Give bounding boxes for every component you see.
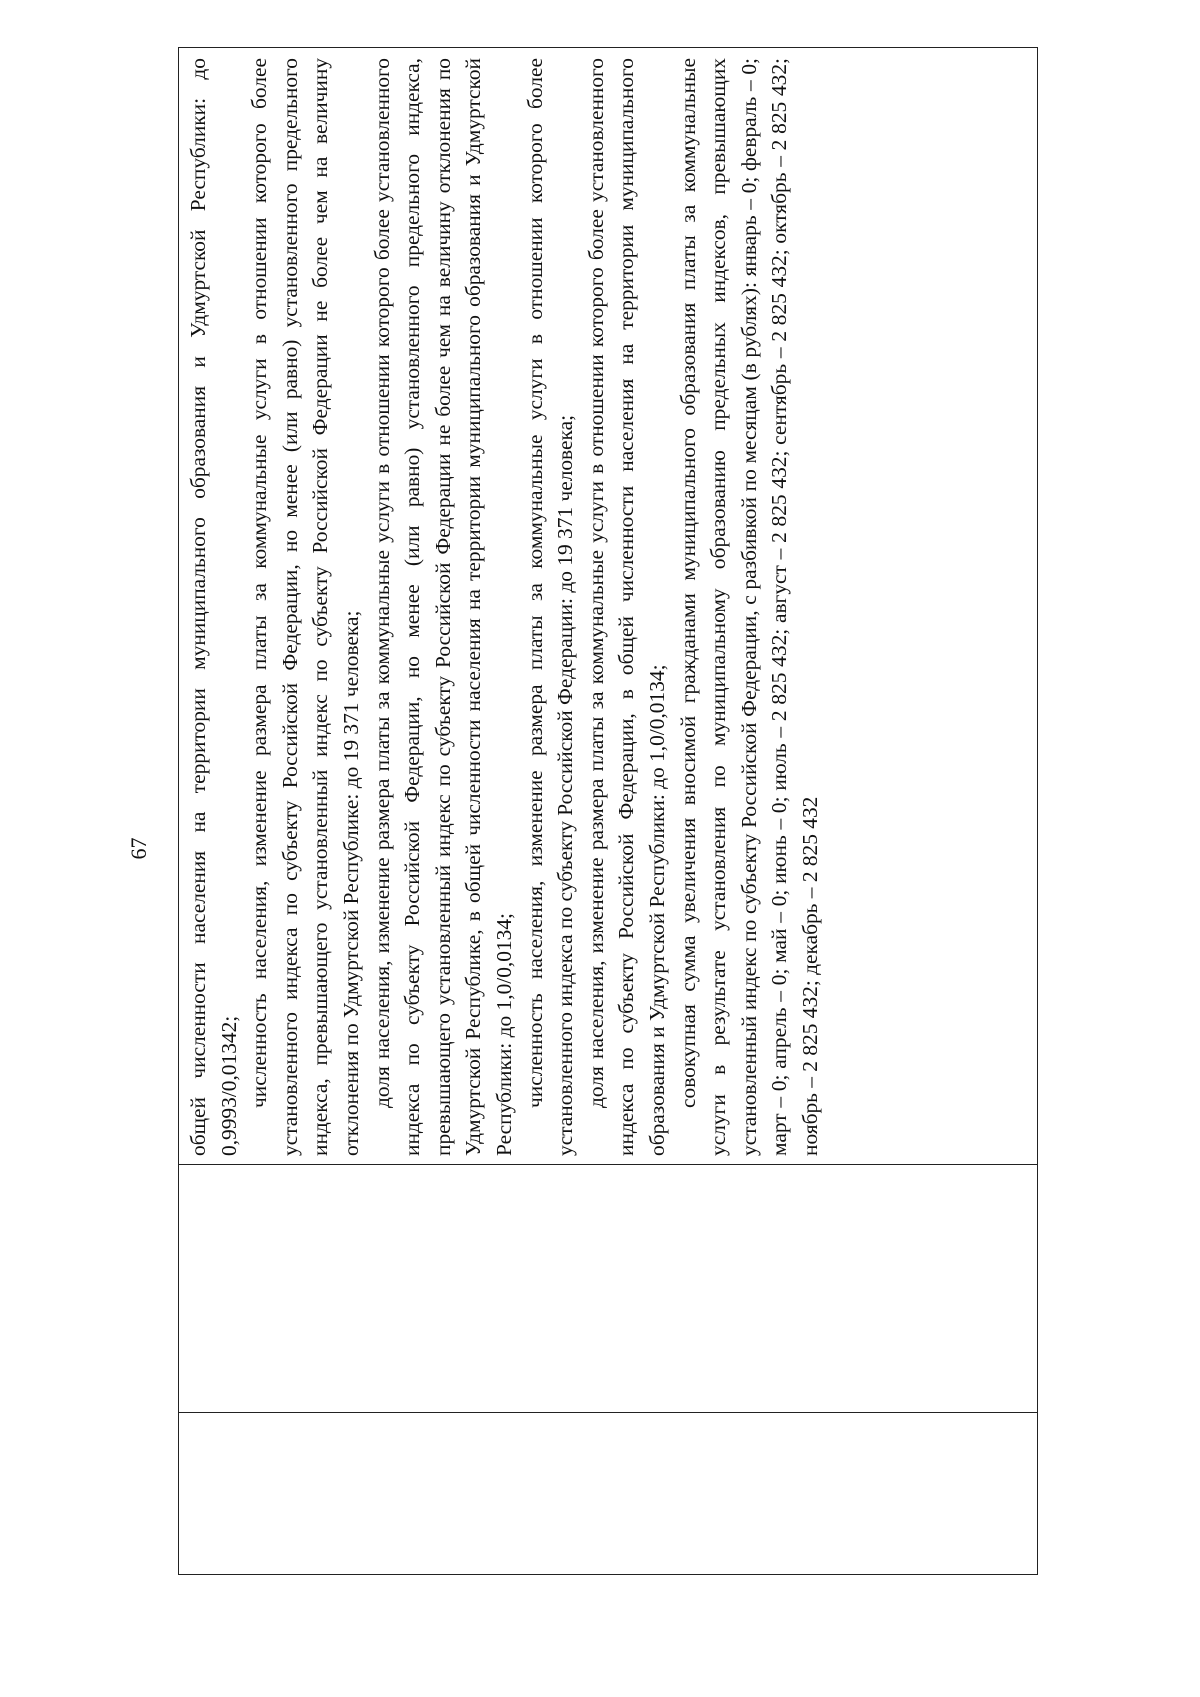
- paragraph-share-within-limit: доля населения, изменение размера платы за коммунальные услуги в отношении которого более установленного индекса по субъекту Российской Федерации, но менее (или равно) установленного предельного индекса, превышающего установленный индекс по субъекту Российской Федерации не более чем на величину отклонения по Удмуртской Республике, в общей численности населения на территории муниципального образования и Удмуртской Республики: до 1,0/0,0134;: [369, 58, 516, 1156]
- document-table: [178, 47, 1038, 1575]
- table-cell-text: [179, 48, 1037, 1164]
- page-number: 67: [126, 837, 151, 860]
- paragraph-population-above-index: численность населения, изменение размера платы за коммунальные услуги в отношении которого более установленного индекса по субъекту Российской Федерации: до 19 371 человека;: [522, 58, 578, 1156]
- table-cell-empty-first: [179, 1412, 1037, 1574]
- paragraph-share-above-index: доля населения, изменение размера платы за коммунальные услуги в отношении которого более установленного индекса по субъекту Российской Федерации, в общей численности населения на территории муниципального образования и Удмуртской Республики: до 1,0/0,0134;: [583, 58, 669, 1156]
- paragraph-monthly-increase-sum: совокупная сумма увеличения вносимой гражданами муниципального образования платы за коммунальные услуги в результате установления по муниципальному образованию предельных индексов, превышающих установленный индекс по субъекту Российской Федерации, с разбивкой по месяцам (в рублях): январь – 0; февраль – 0; март – 0; апрель – 0; май – 0; июнь – 0; июль – 2 825 432; август – 2 825 432; сентябрь – 2 825 432; октябрь – 2 825 432; ноябрь – 2 825 432; декабрь – 2 825 432: [675, 58, 822, 1156]
- paragraph-population-within-limit: численность населения, изменение размера платы за коммунальные услуги в отношении которого более установленного индекса по субъекту Российской Федерации, но менее (или равно) установленного предельного индекса, превышающего установленный индекс по субъекту Российской Федерации не более чем на величину отклонения по Удмуртской Республике: до 19 371 человека;: [247, 58, 363, 1156]
- paragraph-share-total-population: общей численности населения на территории муниципального образования и Удмуртской Республики: до 0,9993/0,01342;: [186, 58, 241, 1156]
- table-cell-empty-second: [179, 1164, 1037, 1412]
